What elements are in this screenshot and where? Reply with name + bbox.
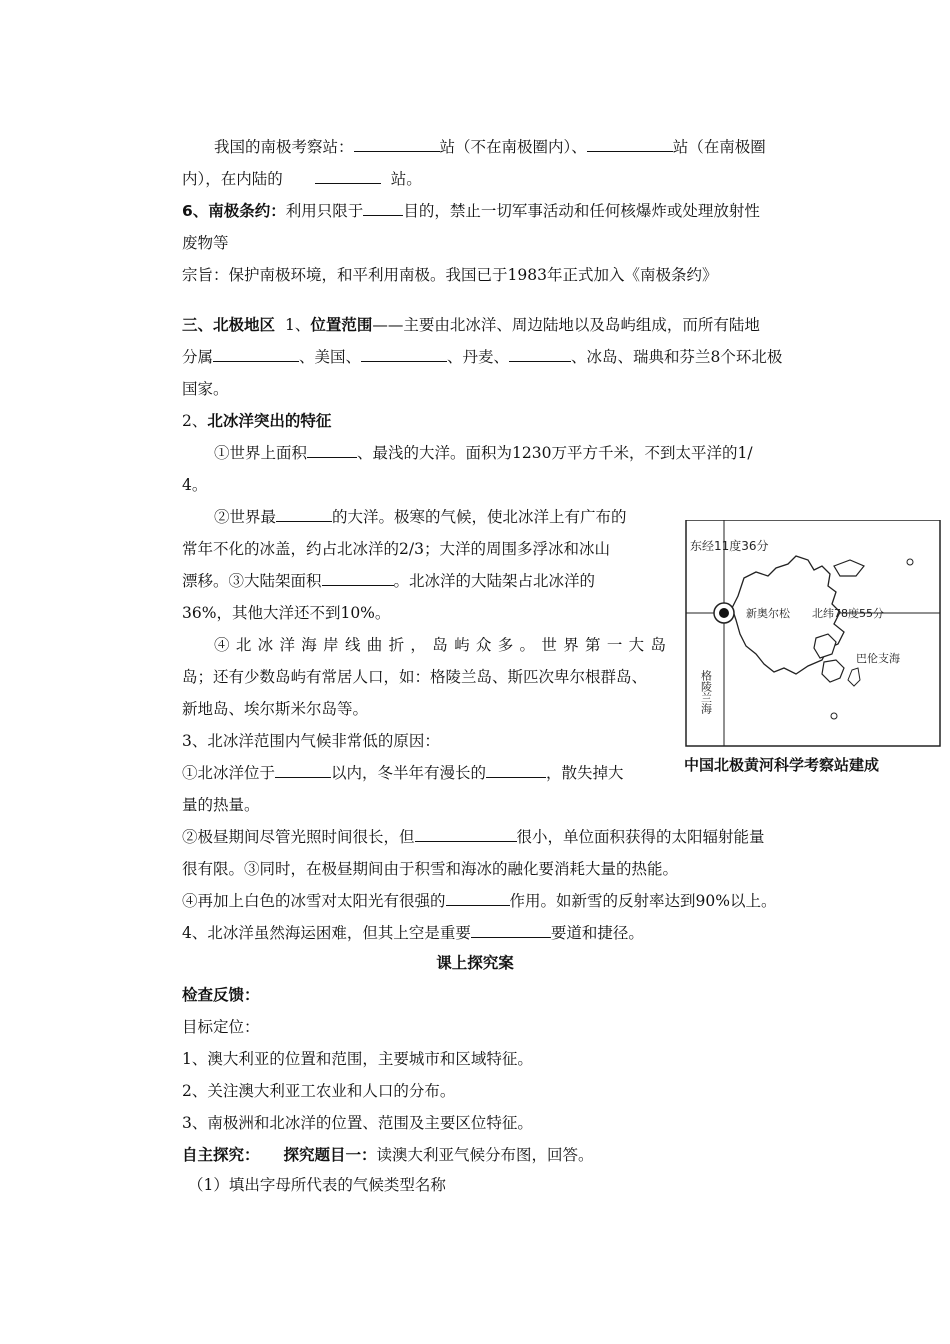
answer-blank[interactable] [415,827,517,842]
text-line: 4、北冰洋虽然海运困难，但其上空是重要 要道和捷径。 [182,924,644,942]
section-title: 课上探究案 [436,954,514,972]
answer-blank[interactable] [276,507,332,522]
answer-blank[interactable] [587,137,673,152]
answer-blank[interactable] [363,201,403,216]
subheading: 检查反馈： [182,986,260,1004]
answer-blank[interactable] [361,347,447,362]
barents-sea-label: 巴伦支海 [856,652,900,665]
answer-blank[interactable] [354,137,440,152]
text-line: 目标定位： [182,1018,260,1036]
small-island [907,559,913,565]
text-line: 漂移。③大陆架面积 。北冰洋的大陆架占北冰洋的 [182,572,596,590]
text-line: 量的热量。 [182,796,260,814]
list-item: 3、南极洲和北冰洋的位置、范围及主要区位特征。 [182,1114,533,1132]
text-line: 国家。 [182,380,229,398]
text-line: 自主探究： 探究题目一：读澳大利亚气候分布图，回答。 [182,1146,594,1164]
text-line: 我国的南极考察站： 站（不在南极圈内）、 站（在南极圈 [214,138,766,156]
town-label: 新奥尔松 [746,607,790,620]
text-line: 分属 、美国、 、丹麦、 、冰岛、瑞典和芬兰8个环北极 [182,348,783,366]
text-line: （1）填出字母所代表的气候类型名称 [188,1176,446,1194]
small-island [831,713,837,719]
greenland-sea-label: 格陵兰海 [699,670,713,714]
longitude-label: 东经11度36分 [690,539,769,553]
text-line: 6、南极条约：利用只限于 目的，禁止一切军事活动和任何核爆炸或处理放射性 [182,202,760,220]
text-line: ④北冰洋海岸线曲折，岛屿众多。世界第一大岛 [214,636,666,654]
list-item: 1、澳大利亚的位置和范围，主要城市和区域特征。 [182,1050,533,1068]
text-line: 常年不化的冰盖，约占北冰洋的2/3；大洋的周围多浮冰和冰山 [182,540,610,558]
text-line: ④再加上白色的冰雪对太阳光有很强的 作用。如新雪的反射率达到90%以上。 [182,892,777,910]
svalbard-map-figure [684,520,942,780]
section-heading: 三、北极地区 1、位置范围——主要由北冰洋、周边陆地以及岛屿组成，而所有陆地 [182,316,760,334]
text-line: 岛；还有少数岛屿有常居人口，如：格陵兰岛、斯匹次卑尔根群岛、 [182,668,648,686]
answer-blank[interactable] [275,763,331,778]
answer-blank[interactable] [213,347,299,362]
subheading: 2、北冰洋突出的特征 [182,412,332,430]
text-line: 宗旨：保护南极环境，和平利用南极。我国已于1983年正式加入《南极条约》 [182,266,718,284]
svalbard-map [684,520,942,780]
latitude-label: 北纬78度55分 [812,607,884,620]
answer-blank[interactable] [315,169,381,184]
text-line: ②世界最 的大洋。极寒的气候，使北冰洋上有广布的 [214,508,627,526]
answer-blank[interactable] [486,763,546,778]
answer-blank[interactable] [446,891,510,906]
text-line: ①世界上面积 、最浅的大洋。面积为1230万平方千米，不到太平洋的1/ [214,444,753,462]
station-marker [719,608,729,618]
text-line: 3、北冰洋范围内气候非常低的原因： [182,732,440,750]
text-line: ②极昼期间尽管光照时间很长，但 很小，单位面积获得的太阳辐射能量 [182,828,765,846]
text-line: ①北冰洋位于 以内，冬半年有漫长的 ，散失掉大 [182,764,624,782]
text-line: 废物等 [182,234,229,252]
answer-blank[interactable] [307,443,357,458]
text-line: 4。 [182,476,208,494]
text-line: 内），在内陆的 站。 [182,170,422,188]
map-caption: 中国北极黄河科学考察站建成 [684,756,880,774]
answer-blank[interactable] [471,923,551,938]
list-item: 2、关注澳大利亚工农业和人口的分布。 [182,1082,456,1100]
answer-blank[interactable] [322,571,394,586]
answer-blank[interactable] [509,347,571,362]
text-line: 很有限。③同时，在极昼期间由于积雪和海冰的融化要消耗大量的热能。 [182,860,679,878]
text-line: 新地岛、埃尔斯米尔岛等。 [182,700,369,718]
text-line: 36%，其他大洋还不到10%。 [182,604,391,622]
